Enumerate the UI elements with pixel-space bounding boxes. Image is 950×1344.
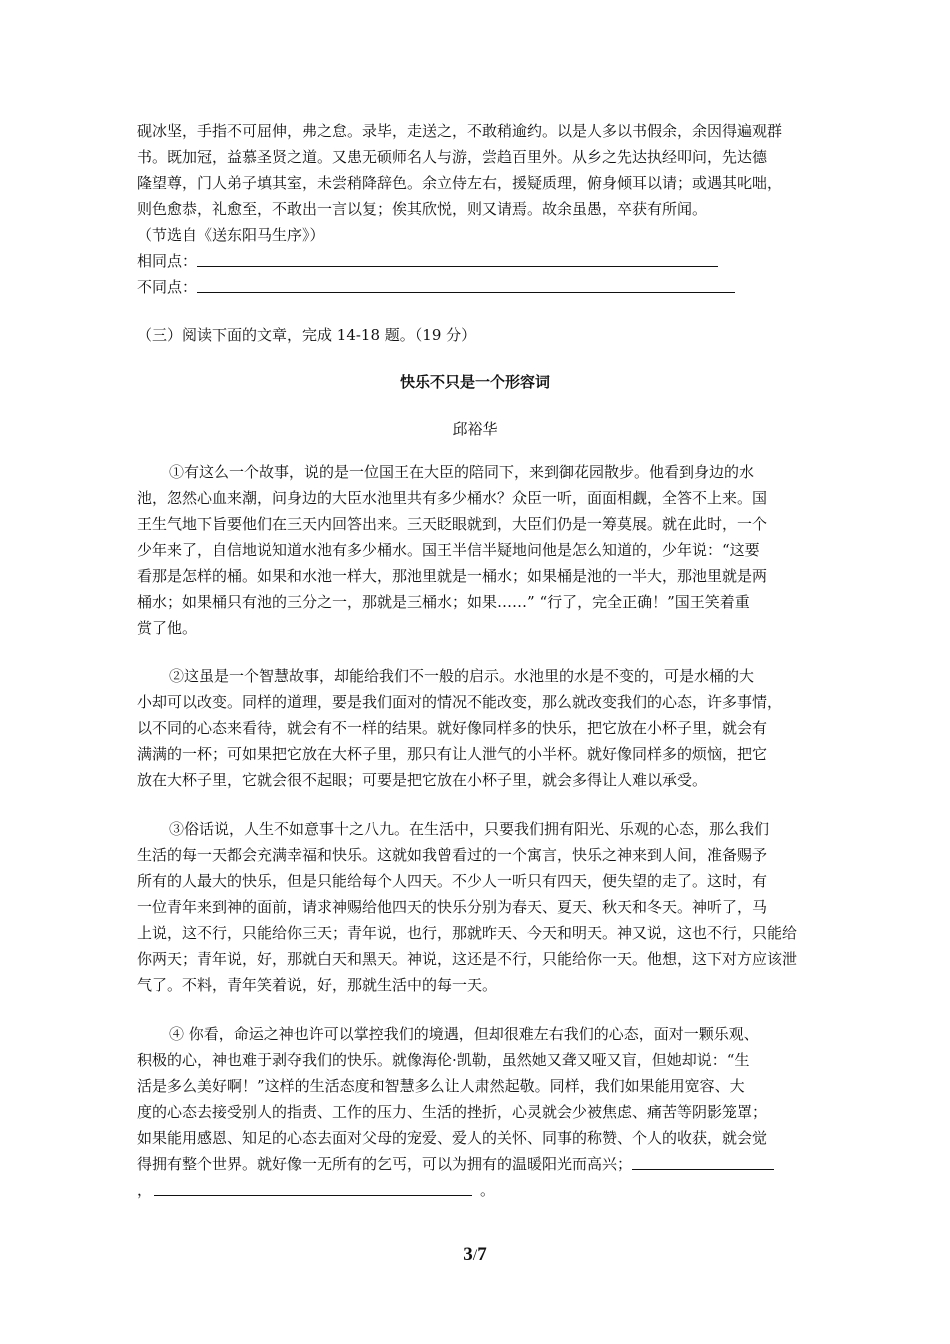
paragraph-line: 生活的每一天都会充满幸福和快乐。这就如我曾看过的一个寓言，快乐之神来到人间，准备赐予 [137, 846, 768, 864]
paragraph-line: 气了。不料，青年笑着说，好，那就生活中的每一天。 [137, 976, 498, 994]
comma-mark: ， [137, 1181, 153, 1199]
paragraph-line: 看那是怎样的桶。如果和水池一样大，那池里就是一桶水；如果桶是池的一半大，那池里就是两 [137, 567, 768, 585]
paragraph-line: 少年来了，自信地说知道水池有多少桶水。国王半信半疑地问他是怎么知道的，少年说：“这要 [137, 541, 760, 559]
excerpt-line: 砚冰坚，手指不可屈伸，弗之怠。录毕，走送之，不敢稍逾约。以是人多以书假余，余因得遍观群 [137, 122, 783, 140]
total-pages-number: 7 [477, 1244, 487, 1265]
section-heading: （三）阅读下面的文章，完成 14-18 题。（19 分） [137, 326, 477, 344]
article-paragraph-2 [137, 663, 817, 793]
difference-answer-blank[interactable] [197, 274, 735, 293]
paragraph-line: 活是多么美好啊！”这样的生活态度和智慧多么让人肃然起敬。同样，我们如果能用宽容、大 [137, 1077, 745, 1095]
paragraph-line: 小却可以改变。同样的道理，要是我们面对的情况不能改变，那么就改变我们的心态，许多事情， [137, 693, 783, 711]
paragraph-line: 赏了他。 [137, 619, 198, 637]
paragraph-line: 桶水；如果桶只有池的三分之一，那就是三桶水；如果……” “行了，完全正确！”国王笑着重 [137, 593, 750, 611]
article-author: 邱裕华 [452, 420, 498, 438]
article-paragraph-4 [137, 1021, 817, 1203]
similarity-answer-row [137, 248, 718, 274]
paragraph-line: 度的心态去接受别人的指责、工作的压力、生活的挫折，心灵就会少被焦虑、痛苦等阴影笼罩； [137, 1103, 768, 1121]
similarity-label: 相同点： [137, 252, 198, 270]
fill-in-blank-1[interactable] [632, 1151, 774, 1170]
paragraph-line: 以不同的心态来看待，就会有不一样的结果。就好像同样多的快乐，把它放在小杯子里，就会有 [137, 719, 768, 737]
fill-in-blank-2[interactable] [154, 1177, 472, 1196]
blank-answer-line [137, 1177, 817, 1203]
paragraph-line: 如果能用感恩、知足的心态去面对父母的宠爱、爱人的关怀、同事的称赞、个人的收获，就会觉 [137, 1129, 768, 1147]
paragraph-line-text: 得拥有整个世界。就好像一无所有的乞丐，可以为拥有的温暖阳光而高兴； [137, 1155, 633, 1173]
paragraph-line: 你两天；青年说，好，那就白天和黑天。神说，这还是不行，只能给你一天。他想，这下对方应该泄 [137, 950, 798, 968]
paragraph-line: ②这虽是一个智慧故事，却能给我们不一般的启示。水池里的水是不变的，可是水桶的大 [169, 667, 755, 685]
paragraph-line: 一位青年来到神的面前，请求神赐给他四天的快乐分别为春天、夏天、秋天和冬天。神听了，马 [137, 898, 768, 916]
article-paragraph-3 [137, 816, 817, 998]
paragraph-line: 放在大杯子里，它就会很不起眼；可要是把它放在小杯子里，就会多得让人难以承受。 [137, 771, 708, 789]
paragraph-line: 积极的心，神也难于剥夺我们的快乐。就像海伦·凯勒，虽然她又聋又哑又盲，但她却说：“生 [137, 1051, 750, 1069]
paragraph-line: ③俗话说，人生不如意事十之八九。在生活中，只要我们拥有阳光、乐观的心态，那么我们 [169, 820, 770, 838]
paragraph-line: ④ 你看，命运之神也许可以掌控我们的境遇，但却很难左右我们的心态，面对一颗乐观、 [169, 1025, 759, 1043]
page-number [0, 1244, 950, 1266]
excerpt-line: 隆望尊，门人弟子填其室，未尝稍降辞色。余立侍左右，援疑质理，俯身倾耳以请；或遇其叱咄， [137, 174, 783, 192]
paragraph-line: 王生气地下旨要他们在三天内回答出来。三天眨眼就到，大臣们仍是一筹莫展。就在此时，一个 [137, 515, 768, 533]
period-mark: 。 [480, 1181, 496, 1199]
excerpt-line: 书。既加冠，益慕圣贤之道。又患无硕师名人与游，尝趋百里外。从乡之先达执经叩问，先达德 [137, 148, 768, 166]
current-page-number: 3 [463, 1244, 473, 1265]
similarity-answer-blank[interactable] [197, 248, 718, 267]
excerpt-source: （节选自《送东阳马生序》） [137, 226, 325, 244]
paragraph-line: ①有这么一个故事，说的是一位国王在大臣的陪同下，来到御花园散步。他看到身边的水 [169, 463, 755, 481]
article-title: 快乐不只是一个形容词 [399, 373, 550, 391]
paragraph-line: 满满的一杯；可如果把它放在大杯子里，那只有让人泄气的小半杯。就好像同样多的烦恼，把它 [137, 745, 768, 763]
page-separator: / [472, 1247, 478, 1264]
difference-label: 不同点： [137, 278, 198, 296]
passage-excerpt [137, 118, 817, 248]
paragraph-line: 所有的人最大的快乐，但是只能给每个人四天。不少人一听只有四天，便失望的走了。这时，有 [137, 872, 768, 890]
article-paragraph-1 [137, 459, 817, 641]
paragraph-line: 上说，这不行，只能给你三天；青年说，也行，那就昨天、今天和明天。神又说，这也不行，只能给 [137, 924, 798, 942]
paragraph-line-with-blank [137, 1151, 817, 1177]
excerpt-line: 则色愈恭，礼愈至，不敢出一言以复；俟其欣悦，则又请焉。故余虽愚，卒获有所闻。 [137, 200, 708, 218]
paragraph-line: 池，忽然心血来潮，问身边的大臣水池里共有多少桶水？众臣一听，面面相觑，全答不上来。国 [137, 489, 768, 507]
difference-answer-row [137, 274, 735, 300]
